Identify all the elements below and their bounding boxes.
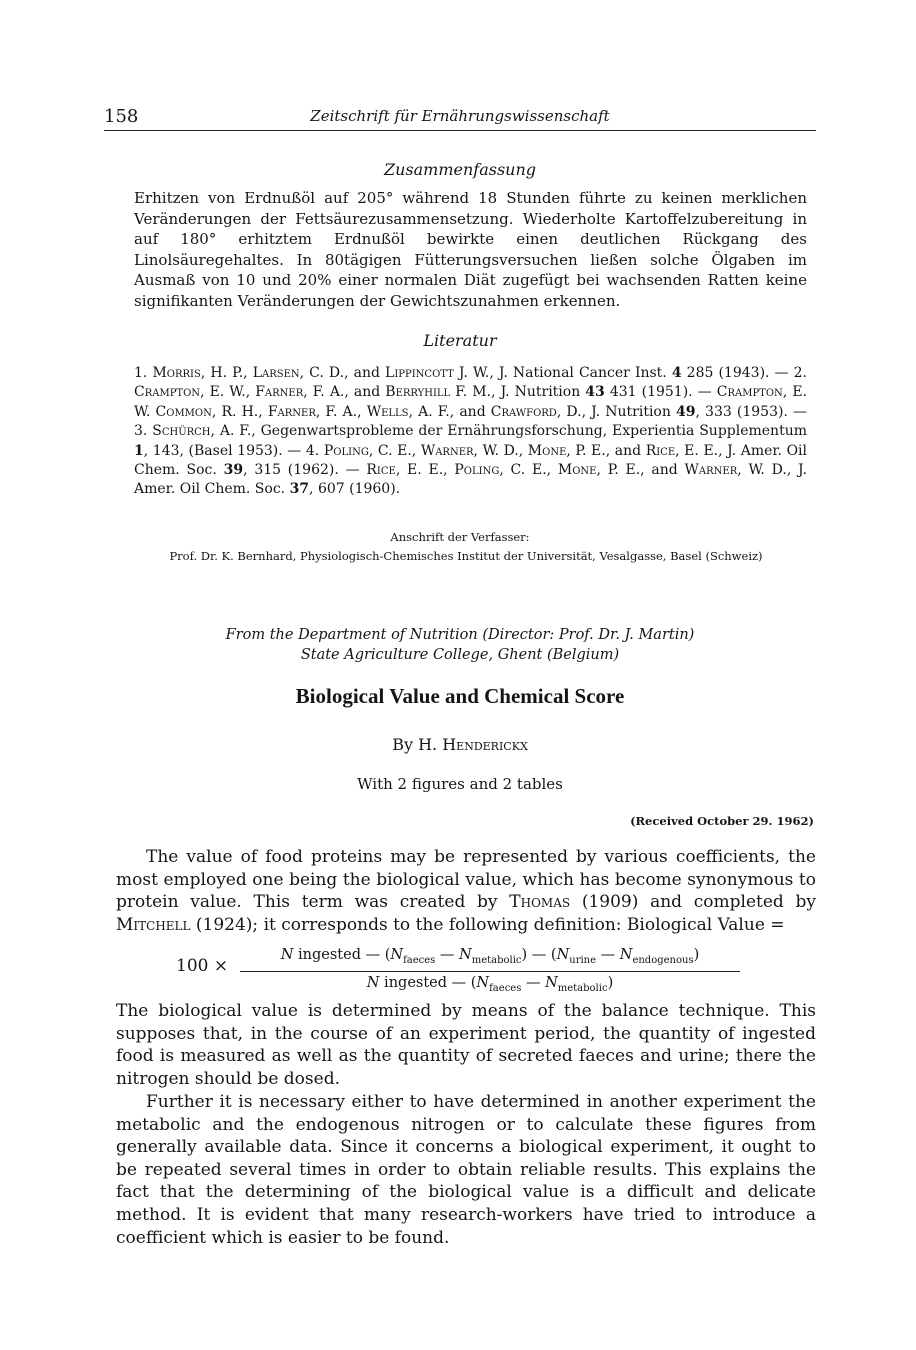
author-name: Mone bbox=[557, 462, 597, 479]
paragraph-2: The biological value is determined by means of the balance technique. This supposes that, in the course of an experiment period, the quantity of ingested food is measured as well as the quantity of secreted faeces and urine; there the nitrogen should be dosed. bbox=[116, 1001, 816, 1089]
volume-number: 43 bbox=[585, 384, 605, 401]
department-line-2: State Agriculture College, Ghent (Belgium) bbox=[300, 647, 620, 663]
biological-value-formula bbox=[176, 945, 756, 994]
volume-number: 1 bbox=[134, 442, 144, 459]
volume-number: 39 bbox=[223, 462, 244, 479]
page-number: 158 bbox=[104, 106, 139, 127]
fraction-bar bbox=[240, 971, 740, 972]
address-label: Anschrift der Verfasser: bbox=[390, 530, 530, 544]
author-name: Poling bbox=[323, 442, 369, 459]
author-name: Crampton bbox=[716, 384, 783, 401]
author-name: Larsen bbox=[252, 365, 300, 381]
author-name: Common bbox=[155, 403, 212, 420]
paragraph-3: Further it is necessary either to have determined in another experiment the metabolic and the endogenous nitrogen or to calculate these figures from generally available data. Since it concerns a biological experiment, it ought to be repeated several times in order to obtain reliable results. This explains the fact that the determining of the biological value is a difficult and delicate method. It is evident that many research-workers have tried to introduce a coefficient which is easier to be found. bbox=[116, 1092, 816, 1248]
author-name: Rice bbox=[366, 462, 396, 479]
cited-author: Mitchell bbox=[116, 914, 191, 935]
byline: By H. Henderickx bbox=[392, 735, 528, 754]
journal-title: Zeitschrift für Ernährungswissenschaft bbox=[310, 107, 610, 125]
author-name: Berryhill bbox=[385, 384, 451, 401]
volume-number: 37 bbox=[289, 481, 310, 498]
author-name: Farner bbox=[267, 403, 316, 420]
author-name: Mone bbox=[527, 442, 567, 459]
author-name: Lippincott bbox=[385, 365, 454, 381]
author-name: Wells bbox=[366, 403, 409, 420]
author-name: Crampton bbox=[134, 384, 201, 401]
author-name: Warner bbox=[420, 442, 474, 459]
author-name: Poling bbox=[454, 462, 500, 479]
formula-numerator: N ingested — ($N_{faeces}$ — $N_{metabolic}$) — ($N_{urine}$ — $N_{endogenous}$) bbox=[280, 947, 700, 966]
reference-list: 1. Morris, H. P., Larsen, C. D., and Lippincott J. W., J. National Cancer Inst. 4 285 (1943). — 2. Crampton, E. W., Farner, F. A., and Berryhill F. M., J. Nutrition 43 431 (1951). — Crampton, E. W. Common, R. H., Farner, F. A., Wells, A. F., and Crawford, D., J. Nutrition 49, 333 (1953). — 3. Schürch, A. F., Gegenwartsprobleme der Ernährungsforschung, Experientia Supplementum 1, 143, (Basel 1953). — 4. Poling, C. E., Warner, W. D., Mone, P. E., and Rice, E. E., J. Amer. Oil Chem. Soc. 39, 315 (1962). — Rice, E. E., Poling, C. E., Mone, P. E., and Warner, W. D., J. Amer. Oil Chem. Soc. 37, 607 (1960). bbox=[134, 365, 808, 498]
running-header bbox=[104, 106, 816, 132]
author-name: Crawford bbox=[490, 403, 557, 420]
formula-fraction bbox=[240, 945, 740, 999]
volume-number: 4 bbox=[671, 365, 682, 381]
formula-prefix: 100 × bbox=[176, 956, 229, 976]
address-text: Prof. Dr. K. Bernhard, Physiologisch-Chemisches Institut der Universität, Vesalgasse, Basel (Schweiz) bbox=[169, 549, 763, 563]
author-name: Schürch bbox=[152, 423, 211, 440]
author-name: Henderickx bbox=[442, 735, 528, 754]
cited-author: Thomas bbox=[509, 892, 571, 913]
author-name: Farner bbox=[255, 384, 304, 401]
received-date: (Received October 29. 1962) bbox=[630, 814, 814, 828]
author-name: Warner bbox=[684, 462, 738, 479]
figures-note: With 2 figures and 2 tables bbox=[357, 775, 563, 793]
formula-denominator: N ingested — ($N_{faeces}$ — $N_{metabolic}$) bbox=[366, 974, 614, 994]
author-name: Morris bbox=[152, 365, 201, 381]
author-name: Rice bbox=[645, 442, 676, 459]
summary-text: Erhitzen von Erdnußöl auf 205° während 18 Stunden führte zu keinen merklichen Veränderungen der Fettsäurezusammensetzung. Wiederholte Kartoffelzubereitung in auf 180° erhitztem Erdnußöl bewirkte einen deutlichen Rückgang des Linolsäuregehaltes. In 80tägigen Fütterungsversuchen ließen solche Ölgaben im Ausmaß von 10 und 20% einer normalen Diät zugefügt bei wachsenden Ratten keine signifikanten Veränderungen der Gewichtszunahmen erkennen. bbox=[134, 189, 807, 310]
paragraph-1: The value of food proteins may be represented by various coefficients, the most employed one being the biological value, which has become synonymous to protein value. This term was created by Thomas (1909) and completed by Mitchell (1924); it corresponds to the following definition: Biological Value = bbox=[116, 847, 816, 935]
summary-title: Zusammenfassung bbox=[383, 160, 537, 179]
volume-number: 49 bbox=[676, 403, 696, 420]
literature-title: Literatur bbox=[423, 331, 497, 350]
header-rule bbox=[104, 130, 816, 131]
article-title: Biological Value and Chemical Score bbox=[295, 684, 625, 708]
department-line-1: From the Department of Nutrition (Director: Prof. Dr. J. Martin) bbox=[225, 627, 695, 643]
